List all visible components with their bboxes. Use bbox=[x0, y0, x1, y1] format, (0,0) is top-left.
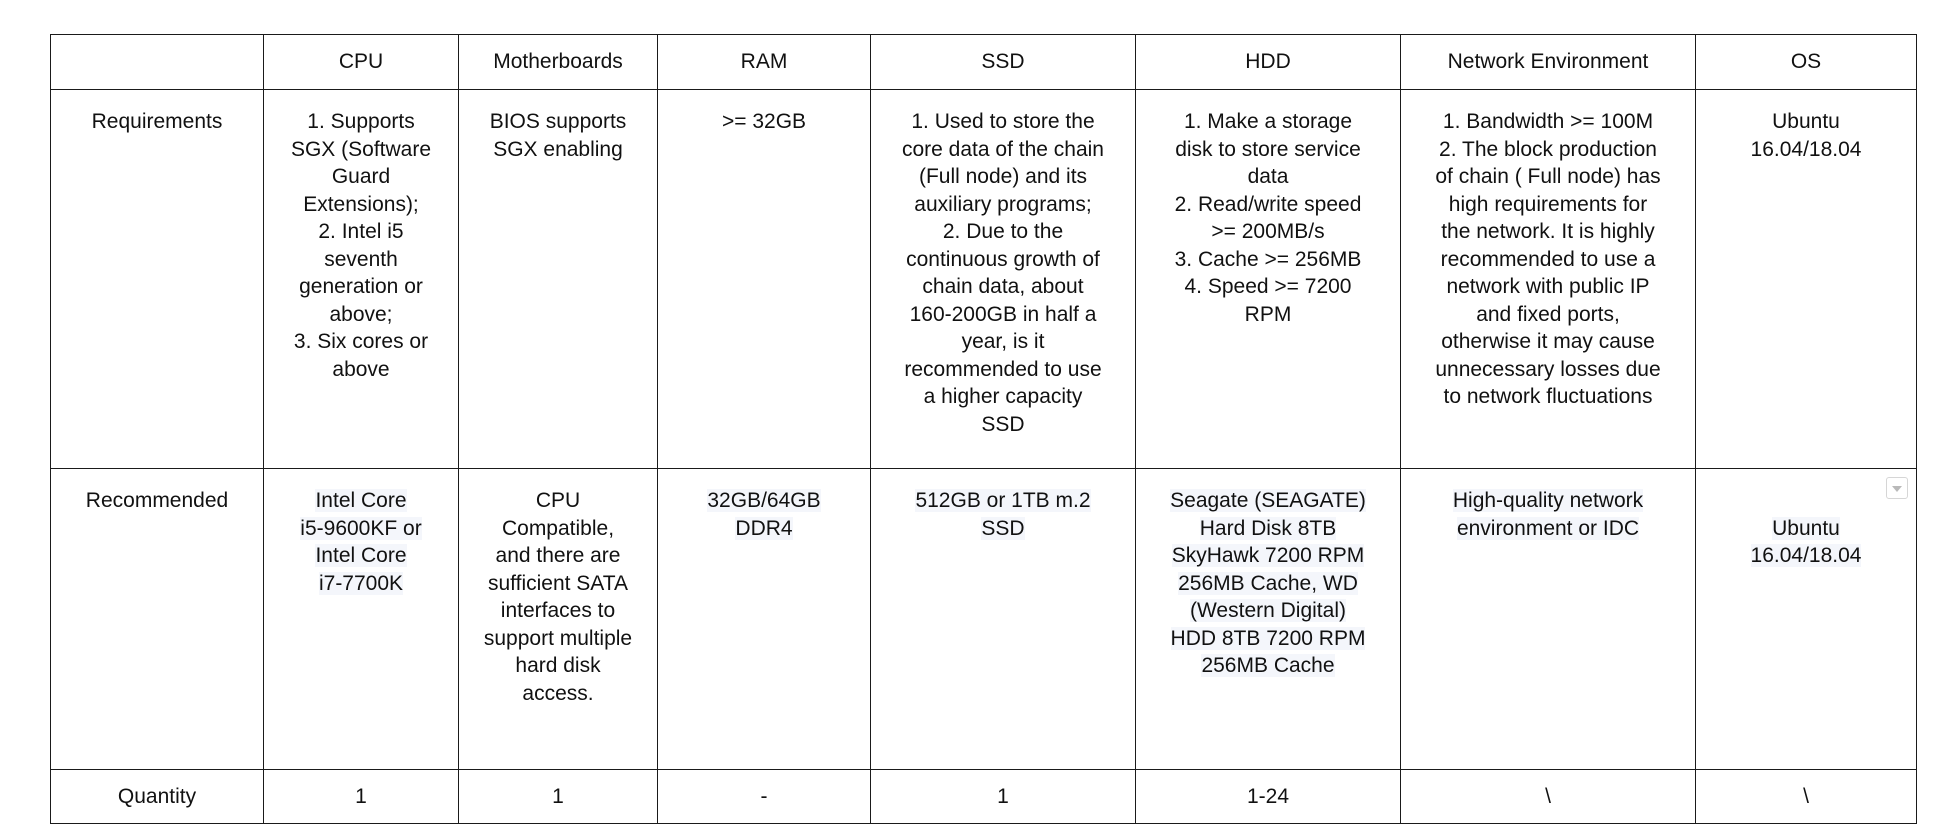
cell-requirements-os: Ubuntu 16.04/18.04 bbox=[1696, 90, 1917, 469]
cell-quantity-os: \ bbox=[1696, 770, 1917, 824]
cell-quantity-cpu: 1 bbox=[264, 770, 459, 824]
chevron-down-icon[interactable] bbox=[1886, 477, 1908, 499]
cell-recommended-os-text: Ubuntu 16.04/18.04 bbox=[1750, 516, 1862, 567]
cell-requirements-ram: >= 32GB bbox=[658, 90, 871, 469]
cell-recommended-ram-text: 32GB/64GB DDR4 bbox=[707, 489, 821, 540]
header-cell-network: Network Environment bbox=[1401, 35, 1696, 90]
cell-recommended-ram bbox=[658, 469, 871, 770]
header-cell-cpu: CPU bbox=[264, 35, 459, 90]
cell-recommended-ssd-text: 512GB or 1TB m.2 SSD bbox=[915, 489, 1091, 540]
table-row-quantity bbox=[51, 770, 1917, 824]
header-cell-hdd: HDD bbox=[1136, 35, 1401, 90]
cell-quantity-ram: - bbox=[658, 770, 871, 824]
table-row-recommended bbox=[51, 469, 1917, 770]
cell-recommended-motherboards: CPU Compatible, and there are sufficient SATA interfaces to support multiple hard disk access. bbox=[459, 469, 658, 770]
hardware-spec-table bbox=[50, 34, 1917, 824]
header-cell-corner bbox=[51, 35, 264, 90]
row-label-quantity: Quantity bbox=[51, 770, 264, 824]
header-row bbox=[51, 35, 1917, 90]
cell-recommended-cpu bbox=[264, 469, 459, 770]
row-label-recommended: Recommended bbox=[51, 469, 264, 770]
cell-requirements-motherboards: BIOS supports SGX enabling bbox=[459, 90, 658, 469]
cell-requirements-ssd: 1. Used to store the core data of the chain (Full node) and its auxiliary programs; 2. Due to the continuous growth of chain data, about 160-200GB in half a year, is it recommended to use a higher capacity SSD bbox=[871, 90, 1136, 469]
cell-requirements-network: 1. Bandwidth >= 100M 2. The block production of chain ( Full node) has high requirements for the network. It is highly recommended to use a network with public IP and fixed ports, otherwise it may cause unnecessary losses due to network fluctuations bbox=[1401, 90, 1696, 469]
cell-recommended-network-text: High-quality network environment or IDC bbox=[1452, 489, 1644, 540]
cell-recommended-hdd bbox=[1136, 469, 1401, 770]
header-cell-os: OS bbox=[1696, 35, 1917, 90]
row-label-requirements: Requirements bbox=[51, 90, 264, 469]
cell-quantity-network: \ bbox=[1401, 770, 1696, 824]
cell-requirements-cpu: 1. Supports SGX (Software Guard Extensions); 2. Intel i5 seventh generation or above; 3. Six cores or above bbox=[264, 90, 459, 469]
header-cell-motherboards: Motherboards bbox=[459, 35, 658, 90]
cell-quantity-hdd: 1-24 bbox=[1136, 770, 1401, 824]
header-cell-ram: RAM bbox=[658, 35, 871, 90]
cell-requirements-hdd: 1. Make a storage disk to store service data 2. Read/write speed >= 200MB/s 3. Cache >= 256MB 4. Speed >= 7200 RPM bbox=[1136, 90, 1401, 469]
spec-table-container bbox=[50, 34, 1917, 824]
cell-recommended-ssd bbox=[871, 469, 1136, 770]
table-row-requirements bbox=[51, 90, 1917, 469]
cell-quantity-ssd: 1 bbox=[871, 770, 1136, 824]
cell-quantity-motherboards: 1 bbox=[459, 770, 658, 824]
cell-recommended-cpu-text: Intel Core i5-9600KF or Intel Core i7-7700K bbox=[300, 489, 422, 595]
cell-recommended-os bbox=[1696, 469, 1917, 770]
cell-recommended-hdd-text: Seagate (SEAGATE) Hard Disk 8TB SkyHawk 7200 RPM 256MB Cache, WD (Western Digital) HDD 8TB 7200 RPM 256MB Cache bbox=[1170, 489, 1366, 677]
header-cell-ssd: SSD bbox=[871, 35, 1136, 90]
cell-recommended-network bbox=[1401, 469, 1696, 770]
